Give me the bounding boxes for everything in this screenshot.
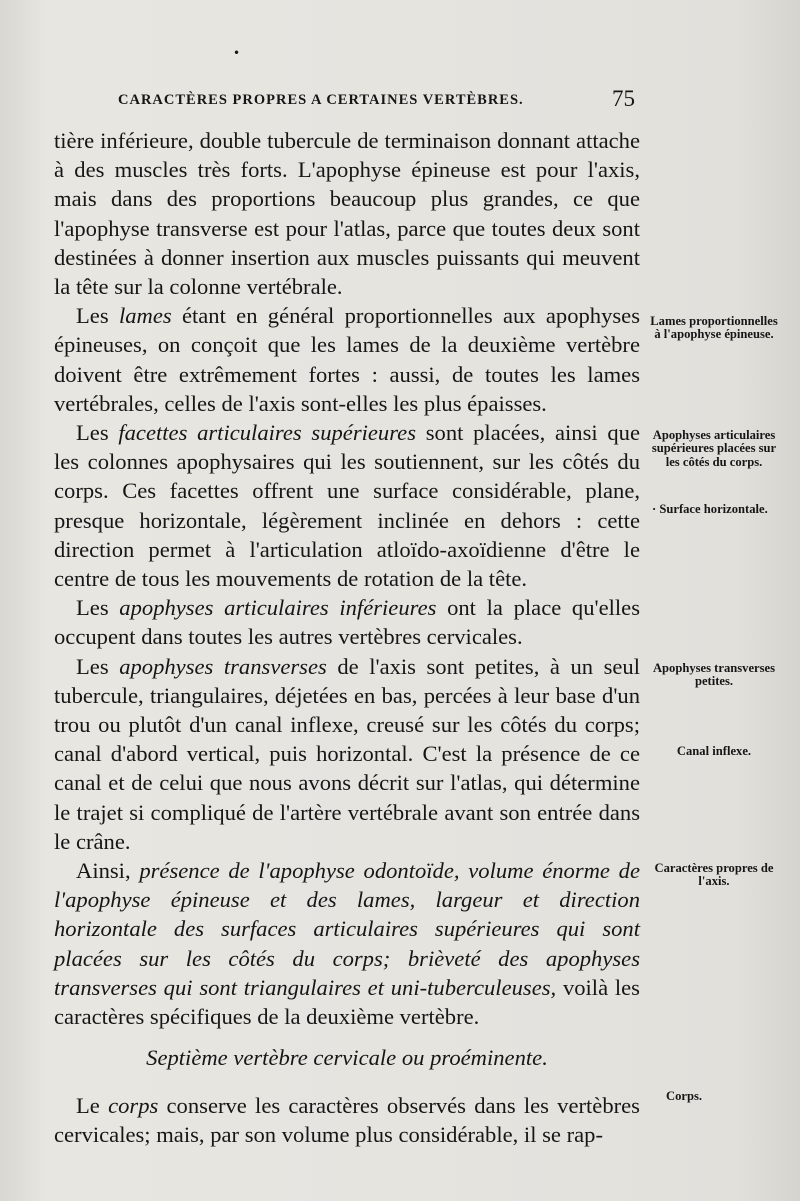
margin-note-lames: Lames proportionnelles à l'apophyse épineuse. xyxy=(650,314,778,342)
margin-note-facettes: Apophyses articulaires supérieures placées sur les côtés du corps. xyxy=(651,428,777,469)
paragraph-3: Les facettes articulaires supérieures sont placées, ainsi que les colonnes apophysaires qui les soutiennent, sur les côtés du corps. Ces facettes offrent une surface considérable, plane, presque horizontale, légèrement inclinée en dehors : cette direction permet à l'articulation atloïdo-axoïdienne d'être le centre de tous les mouvements de rotation de la tête. xyxy=(54,420,640,592)
margin-note-surface: · Surface horizontale. xyxy=(652,502,768,516)
margin-note-canal: Canal inflexe. xyxy=(676,744,752,758)
page-number: 75 xyxy=(612,86,635,111)
paragraph-4: Les apophyses articulaires inférieures ont la place qu'elles occupent dans toutes les autres vertèbres cervicales. xyxy=(54,595,640,650)
paragraph-1: tière inférieure, double tubercule de terminaison donnant attache à des muscles très forts. L'apophyse épineuse est pour l'axis, mais dans des proportions beaucoup plus grandes, ce que l'apophyse transverse est pour l'atlas, parce que toutes deux sont destinées à donner insertion aux muscles puissants qui meuvent la tête sur la colonne vertébrale. xyxy=(54,128,640,300)
running-title: CARACTÈRES PROPRES A CERTAINES VERTÈBRES. xyxy=(118,92,524,108)
paragraph-7: Le corps conserve les caractères observés dans les vertèbres cervicales; mais, par son volume plus considérable, il se rap- xyxy=(54,1092,640,1147)
margin-note-transverses: Apophyses transverses petites. xyxy=(652,661,776,689)
paragraph-2: Les lames étant en général proportionnelles aux apophyses épineuses, on conçoit que les lames de la deuxième vertèbre doivent être extrêmement fortes : aussi, de toutes les lames vertébrales, celles de l'axis sont-elles les plus épaisses. xyxy=(54,303,641,416)
paragraph-5: Les apophyses transverses de l'axis sont petites, à un seul tubercule, triangulaires, déjetées en bas, percées à leur base d'un trou ou plutôt d'un canal inflexe, creusé sur les côtés du corps; canal d'abord vertical, puis horizontal. C'est la présence de ce canal et de celui que nous avons décrit sur l'atlas, qui détermine le trajet si compliqué de l'artère vertébrale avant son entrée dans le crâne. xyxy=(54,653,641,854)
margin-note-corps: Corps. xyxy=(666,1089,703,1103)
top-mark: • xyxy=(233,46,241,60)
margin-note-axis: Caractères propres de l'axis. xyxy=(654,861,774,889)
paragraph-6: Ainsi, présence de l'apophyse odontoïde, volume énorme de l'apophyse épineuse et des lames, largeur et direction horizontale des surfaces articulaires supérieures qui sont placées sur les côtés du corps; brièveté des apophyses transverses qui sont triangulaires et uni-tuberculeuses, voilà les caractères spécifiques de la deuxième vertèbre. xyxy=(54,858,640,1030)
section-heading: Septième vertèbre cervicale ou proéminente. xyxy=(146,1045,548,1071)
main-text xyxy=(54,126,640,1149)
